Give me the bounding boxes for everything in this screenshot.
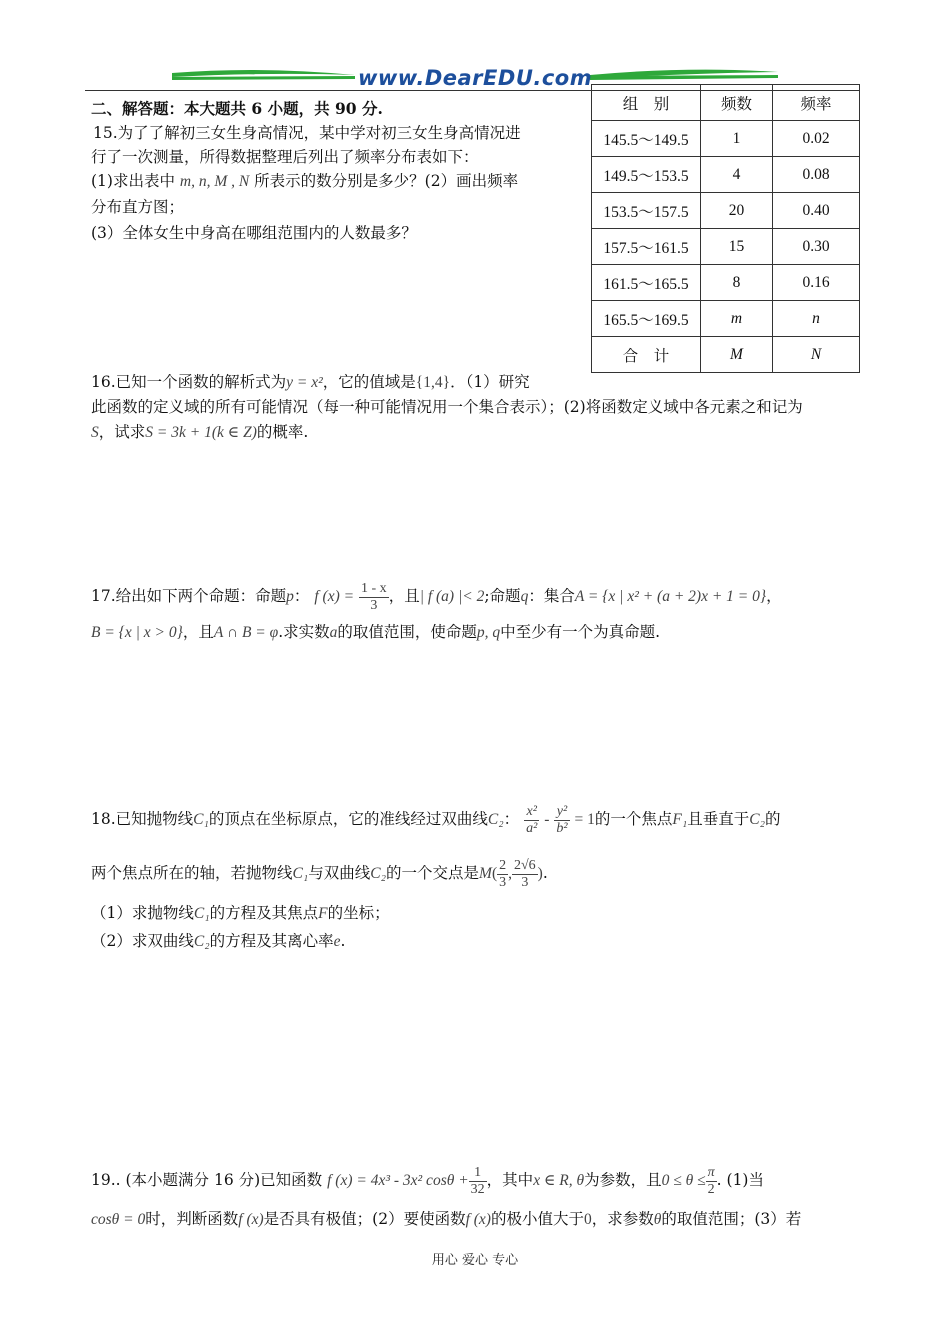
q17-c: ，且 <box>388 587 420 605</box>
table-row <box>592 265 860 301</box>
section-title: 二、解答题：本大题共 6 小题，共 90 分. <box>91 99 383 118</box>
q16-line3b: 的概率. <box>256 423 309 441</box>
q19-line2b: 是否具有极值；(2）要使函数 <box>263 1210 466 1228</box>
q16-s-var: S <box>91 424 99 441</box>
q18-line2a: 两个焦点所在的轴，若抛物线 <box>91 864 293 882</box>
q18-f: 的 <box>764 810 781 828</box>
table-cell: 15 <box>701 229 773 265</box>
table-cell: 157.5～161.5 <box>592 229 701 265</box>
q17-d: ;命题 <box>484 587 521 605</box>
q18-my-den: 3 <box>521 874 529 890</box>
q18-hyp-x-num: x² <box>524 804 539 821</box>
q16-line2: 此函数的定义域的所有可能情况（每一种可能情况用一个集合表示）；(2)将函数定义域中各元素之和记为 <box>91 398 803 416</box>
q18-sub1c: 的坐标； <box>327 904 390 922</box>
table-row <box>592 229 860 265</box>
q16-c: ．（1）研究 <box>450 373 530 391</box>
q18-line1 <box>91 799 781 840</box>
q18-sub2b: 的方程及其离心率 <box>209 932 334 950</box>
q16-line1 <box>91 370 530 395</box>
q18-b: 的顶点在坐标原点，它的准线经过双曲线 <box>208 810 488 828</box>
q17-setB: B = {x | x > 0} <box>91 624 183 641</box>
q19-d: . (1)当 <box>716 1171 764 1189</box>
q19-c: 为参数，且 <box>584 1171 662 1189</box>
q18-my-num: 2√6 <box>513 857 536 873</box>
q18-e-var: e <box>333 933 341 950</box>
table-cell: N <box>773 337 860 373</box>
q18-C2: C₂ <box>487 811 504 828</box>
q16-formula2: S = 3k + 1(k ∈ Z) <box>145 424 257 441</box>
table-cell: 165.5～169.5 <box>592 301 701 337</box>
q19-line2a: 时，判断函数 <box>145 1210 239 1228</box>
q16-line3 <box>91 420 308 445</box>
q19-theta: θ <box>653 1211 662 1228</box>
table-cell: 153.5～157.5 <box>592 193 701 229</box>
q17-setA: A = {x | x² + (a + 2)x + 1 = 0} <box>574 588 767 605</box>
q16-formula1: y = x² <box>286 374 323 391</box>
q18-F: F <box>318 905 328 922</box>
q16-line3a: ，试求 <box>98 423 146 441</box>
q18-eq1: = 1 <box>574 811 595 828</box>
frequency-table <box>591 84 860 373</box>
q18-sub2 <box>91 929 345 954</box>
q18-C2-c: C₂ <box>370 865 386 882</box>
q17-b: ： <box>293 587 310 605</box>
q17-fx: f (x) = <box>314 588 355 605</box>
q18-hyp-y-num: y² <box>554 804 569 821</box>
q19-pi-den: 2 <box>707 1181 715 1197</box>
q18-sub1 <box>91 901 390 926</box>
table-header-freq: 频率 <box>773 85 860 121</box>
q16-b: ，它的值域是 <box>322 373 416 391</box>
q16-a: 16.已知一个函数的解析式为 <box>91 373 287 391</box>
q18-C1: C₁ <box>193 811 209 828</box>
q18-d: 的一个焦点 <box>594 810 673 828</box>
table-cell: 8 <box>701 265 773 301</box>
q17-line2 <box>91 620 660 645</box>
q15-line2: 行了一次测量，所得数据整理后列出了频率分布表如下： <box>91 148 479 166</box>
q17-g: ，且 <box>182 623 214 641</box>
q18-hyp-y-frac <box>554 804 569 837</box>
q18-sub1a: （1）求抛物线 <box>91 904 194 922</box>
table-cell: 20 <box>701 193 773 229</box>
q15-line3a: (1)求出表中 <box>91 172 175 190</box>
table-cell: M <box>701 337 773 373</box>
table-cell: 0.08 <box>773 157 860 193</box>
table-cell: 4 <box>701 157 773 193</box>
q19-cos: cosθ = 0 <box>91 1211 146 1228</box>
table-cell: n <box>773 301 860 337</box>
q17-i: 的取值范围，使命题 <box>337 623 477 641</box>
q17-abs: | f (a) |< 2 <box>419 588 485 605</box>
page-footer: 用心 爱心 专心 <box>431 1253 519 1268</box>
table-cell: m <box>701 301 773 337</box>
q17-q: q <box>520 588 529 605</box>
q17-h: .求实数 <box>278 623 330 641</box>
q17-j: 中至少有一个为真命题. <box>500 623 661 641</box>
q18-M: M <box>479 865 492 882</box>
q19-cond: x ∈ R, θ <box>533 1172 585 1189</box>
q18-hyp-x-frac <box>524 804 539 837</box>
table-row <box>592 121 860 157</box>
q17-f: ， <box>766 587 782 605</box>
q19-b: ，其中 <box>486 1171 534 1189</box>
q19-frac-den: 32 <box>470 1181 485 1197</box>
q17-pq: p, q <box>476 624 501 641</box>
table-total-row <box>592 337 860 373</box>
q15-line3b: 所表示的数分别是多少？(2）画出频率 <box>254 172 519 190</box>
q15-vars: m, n, M , N <box>179 173 250 190</box>
q16-set: {1,4} <box>415 374 451 391</box>
q18-sub2c: . <box>340 932 346 950</box>
table-cell: 161.5～165.5 <box>592 265 701 301</box>
q17-a: 17.给出如下两个命题：命题 <box>91 587 287 605</box>
q18-line2c: 的一个交点是 <box>386 864 480 882</box>
table-cell: 149.5～153.5 <box>592 157 701 193</box>
q19-fx3: f (x) <box>465 1211 491 1228</box>
q19-line2e: 的取值范围；(3）若 <box>661 1210 802 1228</box>
q19-line2c: 的极小值大于 <box>490 1210 584 1228</box>
table-cell: 1 <box>701 121 773 157</box>
q19-line2 <box>91 1207 801 1232</box>
table-cell: 0.40 <box>773 193 860 229</box>
q18-C2-b: C₂ <box>749 811 765 828</box>
q18-e: 且垂直于 <box>687 810 750 828</box>
table-header-count: 频数 <box>701 85 773 121</box>
q18-my-frac <box>512 858 538 891</box>
q19-line1 <box>91 1160 764 1201</box>
q18-F1: F₁ <box>672 811 688 828</box>
table-cell: 合 计 <box>592 337 701 373</box>
q17-frac-num: 1 - x <box>361 580 387 596</box>
q18-C1-c: C₁ <box>193 905 210 922</box>
table-cell: 0.16 <box>773 265 860 301</box>
q19-line2d: ，求参数 <box>591 1210 654 1228</box>
q18-mx-den: 3 <box>499 874 507 890</box>
q17-p: p <box>286 588 294 605</box>
q15-line5: (3）全体女生中身高在哪组范围内的人数最多？ <box>91 224 417 242</box>
q18-minus: - <box>544 811 550 828</box>
q15-line3 <box>91 169 518 194</box>
q19-fx2: f (x) <box>238 1211 264 1228</box>
q18-c: ： <box>503 810 520 828</box>
q18-C1-b: C₁ <box>292 865 309 882</box>
q19-frac <box>469 1165 487 1198</box>
q18-line2d: . <box>542 864 548 882</box>
q18-sub2a: （2）求双曲线 <box>91 932 194 950</box>
q17-a-var: a <box>329 624 338 641</box>
q18-hyp-y-den: b² <box>556 820 568 836</box>
table-cell: 145.5～149.5 <box>592 121 701 157</box>
q18-line2b: 与双曲线 <box>308 864 371 882</box>
q18-line2: 两个焦点所在的轴，若抛物线C₁与双曲线C₂的一个交点是M( $\frac{2}{3}$ , $\frac{2√6}{3}$ ). <box>91 857 548 890</box>
q18-sub1b: 的方程及其焦点 <box>209 904 319 922</box>
table-row <box>592 301 860 337</box>
q19-a: 19.. (本小题满分 16 分)已知函数 <box>91 1171 323 1189</box>
table-row <box>592 157 860 193</box>
table-header-group: 组 别 <box>592 85 701 121</box>
q18-C2-d: C₂ <box>193 933 210 950</box>
table-header-row <box>592 85 860 121</box>
q17-line1 <box>91 578 782 615</box>
table-cell: 0.30 <box>773 229 860 265</box>
table-cell: 0.02 <box>773 121 860 157</box>
logo-text: www.DearEDU.com <box>358 66 593 90</box>
q19-range: 0 ≤ θ ≤ <box>661 1172 706 1189</box>
q18-a: 18.已知抛物线 <box>91 810 194 828</box>
q19-fx: f (x) = 4x³ - 3x² cosθ + <box>327 1172 469 1189</box>
q18-hyp-x-den: a² <box>526 820 538 836</box>
q15-line4: 分布直方图； <box>91 198 185 216</box>
q15-line1: 15.为了了解初三女生身高情况，某中学对初三女生身高情况进 <box>93 124 521 142</box>
q18-mx-num: 2 <box>499 857 507 873</box>
q17-frac-den: 3 <box>370 597 378 613</box>
q19-pi-num: π <box>707 1164 715 1180</box>
q17-fraction <box>359 581 389 614</box>
q18-mx-frac <box>497 858 508 891</box>
q19-pi-frac <box>706 1165 717 1198</box>
q17-inter: A ∩ B = φ <box>213 624 279 641</box>
q19-zero: 0 <box>583 1211 592 1228</box>
q19-frac-num: 1 <box>469 1165 487 1182</box>
table-row <box>592 193 860 229</box>
q17-e: ：集合 <box>528 587 575 605</box>
